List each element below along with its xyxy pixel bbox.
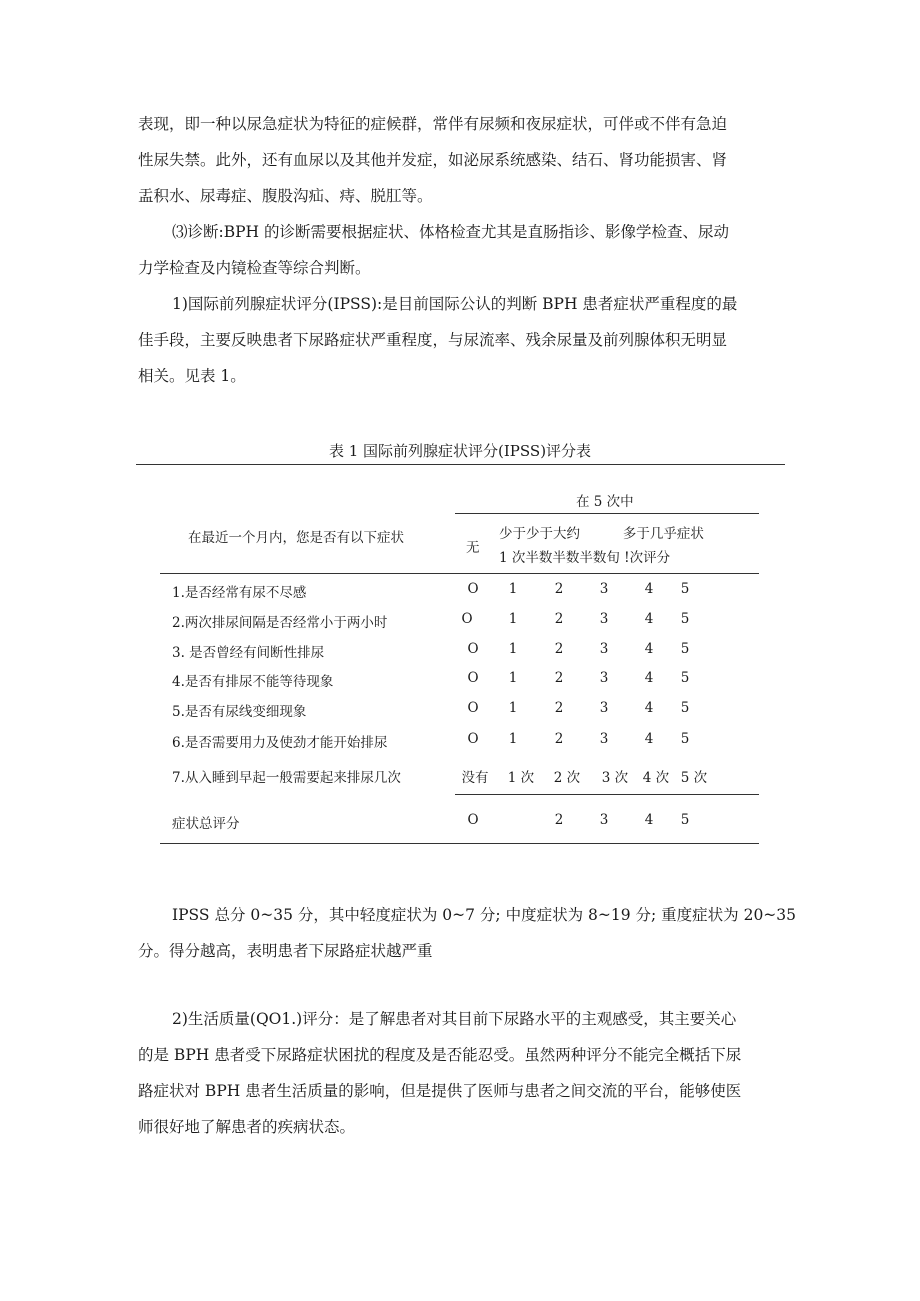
text-line: 相关。见表 1。 [138, 367, 246, 385]
score-cell: 5 [680, 611, 690, 627]
score-cell: 5 [680, 812, 690, 828]
score-cell: 5 次 [680, 770, 708, 786]
score-cell: 2 [554, 700, 564, 716]
text-line: 力学检查及内镜检查等综合判断。 [138, 259, 371, 277]
score-cell: 4 [644, 812, 654, 828]
score-cell: 1 [508, 731, 518, 747]
total-label: 症状总评分 [172, 816, 240, 832]
text-line: 盂积水、尿毒症、腹股沟疝、痔、脱肛等。 [138, 187, 433, 205]
score-cell: 3 [599, 670, 609, 686]
table-bottom-rule [160, 843, 759, 844]
score-cell: 2 [554, 731, 564, 747]
score-cell: 1 [508, 611, 518, 627]
text-line: IPSS 总分 0~35 分，其中轻度症状为 0~7 分; 中度症状为 8~19 分; 重度症状为 20~35 [172, 906, 797, 924]
question-header: 在最近一个月内，您是否有以下症状 [188, 530, 404, 546]
score-cell: O [461, 611, 473, 627]
text-line: 佳手段，主要反映患者下尿路症状严重程度，与尿流率、残余尿量及前列腺体积无明显 [138, 331, 728, 349]
score-cell: O [467, 581, 479, 597]
score-cell: 2 [554, 812, 564, 828]
score-cell: O [467, 670, 479, 686]
paragraph-score-range [138, 897, 797, 969]
score-cell: 1 次 [507, 770, 535, 786]
paragraph-symptoms [138, 106, 786, 214]
score-cell: 4 [644, 731, 654, 747]
group-header-rule [455, 513, 759, 514]
score-cell: 3 [599, 581, 609, 597]
score-cell: 1 [508, 700, 518, 716]
score-cell: 4 [644, 581, 654, 597]
text-line: ⑶诊断:BPH 的诊断需要根据症状、体格检查尤其是直肠指诊、影像学检查、尿动 [172, 223, 729, 241]
score-cell: O [467, 700, 479, 716]
frequency-header-2: 1 次半数半数半数旬 !次评分 [499, 550, 671, 566]
score-cell: 3 次 [601, 770, 629, 786]
frequency-header: 少于少于大约 多于几乎症状 [499, 526, 704, 542]
paragraph-quality-of-life [138, 1001, 786, 1145]
text-line: 分。得分越高，表明患者下尿路症状越严重 [138, 942, 433, 960]
score-cell: 2 [554, 581, 564, 597]
table-caption: 表 1 国际前列腺症状评分(IPSS)评分表 [328, 442, 592, 460]
score-cell: 5 [680, 670, 690, 686]
score-cell: 5 [680, 731, 690, 747]
score-cell: O [467, 641, 479, 657]
paragraph-diagnosis [138, 214, 786, 286]
score-cell: 3 [599, 812, 609, 828]
col-none-header: 无 [466, 540, 480, 556]
table-top-rule [136, 464, 785, 465]
score-cell: 5 [680, 581, 690, 597]
score-cell: 3 [599, 700, 609, 716]
score-cell: O [467, 731, 479, 747]
text-line: 路症状对 BPH 患者生活质量的影响，但是提供了医师与患者之间交流的平台，能够使医 [138, 1082, 742, 1100]
score-cell: 2 [554, 670, 564, 686]
row-label: 3. 是否曾经有间断性排尿 [172, 645, 325, 661]
group-header: 在 5 次中 [576, 494, 634, 510]
row-label: 7.从入睡到早起一般需要起来排尿几次 [172, 770, 401, 786]
text-line: 2)生活质量(QO1.)评分：是了解患者对其目前下尿路水平的主观感受，其主要关心 [172, 1010, 737, 1028]
score-cell: 3 [599, 611, 609, 627]
score-cell: 1 [508, 581, 518, 597]
text-line: 师很好地了解患者的疾病状态。 [138, 1118, 356, 1136]
score-cell: 3 [599, 731, 609, 747]
text-line: 的是 BPH 患者受下尿路症状困扰的程度及是否能忍受。虽然两种评分不能完全概括下尿 [138, 1046, 742, 1064]
row-label: 6.是否需要用力及使劲才能开始排尿 [172, 735, 388, 751]
score-cell: 1 [508, 641, 518, 657]
score-cell: 4 [644, 641, 654, 657]
row-label: 2.两次排尿间隔是否经常小于两小时 [172, 615, 388, 631]
score-cell: 没有 [461, 770, 489, 786]
row-label: 5.是否有尿线变细现象 [172, 704, 307, 720]
score-cell: 4 [644, 611, 654, 627]
text-line: 1)国际前列腺症状评分(IPSS):是目前国际公认的判断 BPH 患者症状严重程度的最 [172, 295, 738, 313]
score-cell: 4 [644, 700, 654, 716]
paragraph-ipss [138, 286, 786, 394]
text-line: 性尿失禁。此外，还有血尿以及其他并发症，如泌尿系统感染、结石、肾功能损害、肾 [138, 151, 728, 169]
text-line: 表现，即一种以尿急症状为特征的症候群，常伴有尿频和夜尿症状，可伴或不伴有急迫 [138, 115, 728, 133]
score-cell: 3 [599, 641, 609, 657]
score-cell: 2 [554, 611, 564, 627]
row-label: 4.是否有排尿不能等待现象 [172, 674, 334, 690]
score-cell: 4 次 [642, 770, 670, 786]
total-rule [455, 794, 759, 795]
score-cell: 5 [680, 641, 690, 657]
header-rule [160, 573, 759, 574]
score-cell: 4 [644, 670, 654, 686]
score-cell: O [467, 812, 479, 828]
score-cell: 5 [680, 700, 690, 716]
score-cell: 2 次 [553, 770, 581, 786]
score-cell: 1 [508, 670, 518, 686]
row-label: 1.是否经常有尿不尽感 [172, 585, 307, 601]
score-cell: 2 [554, 641, 564, 657]
